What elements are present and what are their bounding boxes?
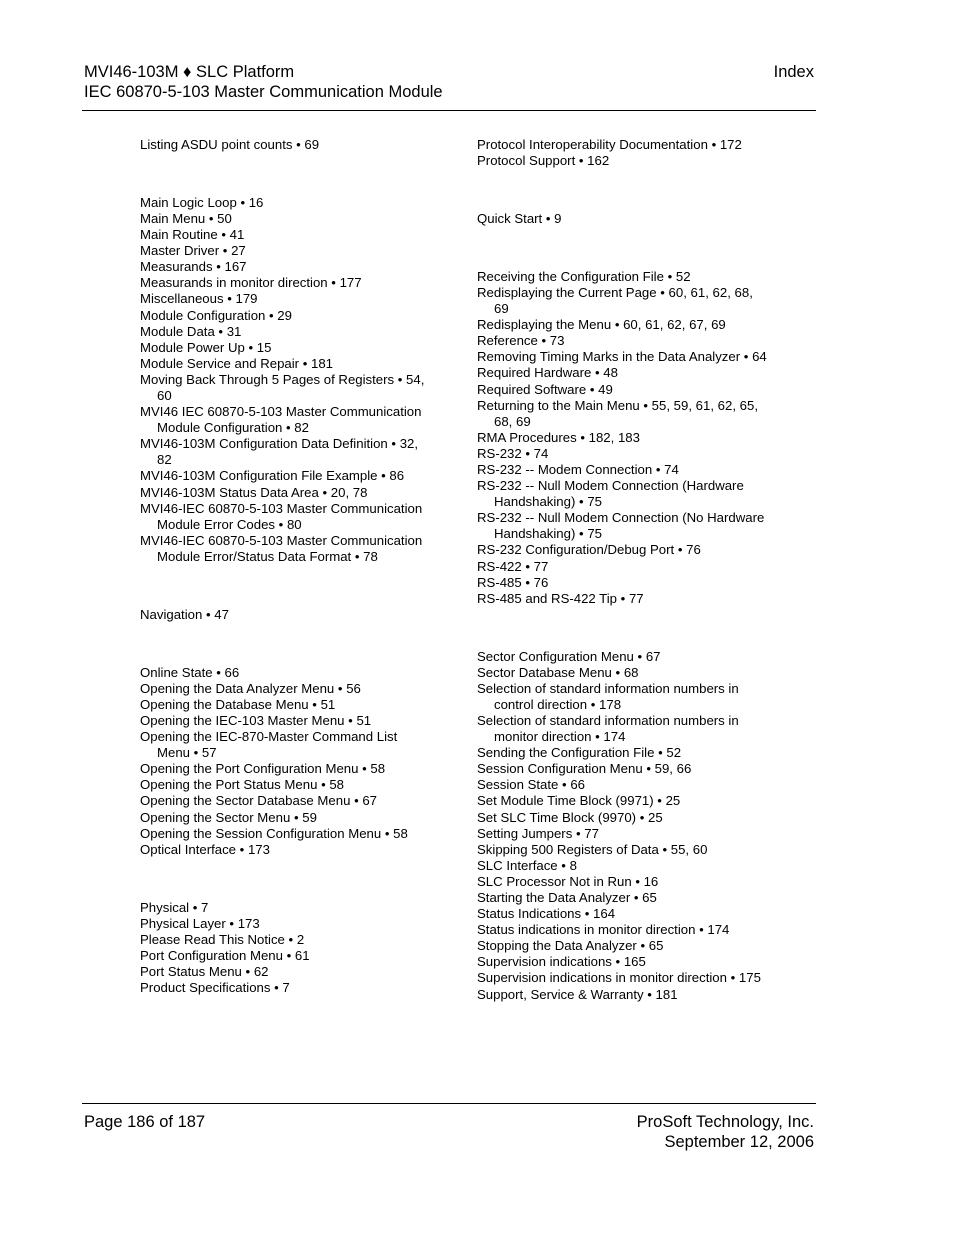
- index-entry: Opening the IEC-870-Master Command List Menu • 57: [140, 729, 398, 761]
- index-entry: Module Configuration • 29: [140, 307, 292, 323]
- index-entry: Supervision indications in monitor direction • 175: [477, 970, 761, 986]
- index-entry: RS-232 -- Null Modem Connection (Hardware Handshaking) • 75: [477, 478, 744, 510]
- index-entry: Opening the Port Configuration Menu • 58: [140, 761, 386, 777]
- index-entry: RS-485 and RS-422 Tip • 77: [477, 590, 644, 606]
- index-entry: RS-232 Configuration/Debug Port • 76: [477, 542, 701, 558]
- index-entry: Setting Jumpers • 77: [477, 825, 599, 841]
- index-entry: Status indications in monitor direction • 174: [477, 922, 730, 938]
- header-section: Index: [773, 63, 814, 81]
- index-entry: MVI46 IEC 60870-5-103 Master Communication Module Configuration • 82: [140, 404, 422, 436]
- index-entry: Opening the Database Menu • 51: [140, 696, 336, 712]
- index-entry: Opening the IEC-103 Master Menu • 51: [140, 712, 372, 728]
- index-gap: [477, 248, 767, 269]
- index-entry: Opening the Data Analyzer Menu • 56: [140, 680, 361, 696]
- index-entry: Protocol Interoperability Documentation • 172: [477, 137, 742, 152]
- index-gap: [140, 565, 430, 586]
- index-entry: Starting the Data Analyzer • 65: [477, 890, 657, 905]
- index-gap: [140, 623, 430, 644]
- index-entry: Opening the Sector Menu • 59: [140, 809, 317, 825]
- index-entry: Please Read This Notice • 2: [140, 931, 305, 947]
- index-entry: SLC Processor Not in Run • 16: [477, 873, 659, 889]
- index-entry: Protocol Support • 162: [477, 153, 610, 169]
- index-entry: Redisplaying the Menu • 60, 61, 62, 67, 69: [477, 317, 726, 333]
- index-entry: Required Software • 49: [477, 381, 613, 397]
- index-entry: Removing Timing Marks in the Data Analyzer • 64: [477, 349, 767, 365]
- footer-company: ProSoft Technology, Inc.: [636, 1113, 814, 1131]
- index-entry: Miscellaneous • 179: [140, 291, 258, 307]
- index-gap: [477, 607, 767, 628]
- header-title-block: [84, 62, 443, 102]
- index-entry: Physical • 7: [140, 899, 209, 915]
- index-gap: [140, 153, 430, 174]
- footer-date: September 12, 2006: [664, 1133, 814, 1151]
- index-entry: Stopping the Data Analyzer • 65: [477, 938, 664, 954]
- index-entry: Session Configuration Menu • 59, 66: [477, 761, 692, 777]
- index-entry: MVI46-IEC 60870-5-103 Master Communication Module Error/Status Data Format • 78: [140, 532, 423, 564]
- index-entry: Main Routine • 41: [140, 227, 245, 243]
- footer-divider: [82, 1103, 816, 1104]
- index-entry: Quick Start • 9: [477, 210, 562, 226]
- index-entry: Online State • 66: [140, 664, 240, 680]
- index-entry: Skipping 500 Registers of Data • 55, 60: [477, 841, 708, 857]
- header-product-line: MVI46-103M ♦ SLC Platform: [84, 63, 295, 81]
- index-gap: [140, 586, 430, 607]
- index-entry: Physical Layer • 173: [140, 915, 260, 931]
- index-entry: Opening the Sector Database Menu • 67: [140, 793, 378, 809]
- index-entry: RS-485 • 76: [477, 574, 549, 590]
- index-gap: [477, 227, 767, 248]
- index-gap: [140, 644, 430, 665]
- index-entry: Set SLC Time Block (9970) • 25: [477, 809, 663, 825]
- index-entry: Product Specifications • 7: [140, 980, 290, 996]
- index-entry: Port Configuration Menu • 61: [140, 947, 310, 963]
- index-entry: Set Module Time Block (9971) • 25: [477, 793, 681, 809]
- index-entry: Navigation • 47: [140, 606, 229, 622]
- index-entry: Sector Database Menu • 68: [477, 664, 639, 680]
- index-gap: [140, 858, 430, 879]
- index-entry: SLC Interface • 8: [477, 857, 577, 873]
- index-entry: Port Status Menu • 62: [140, 963, 269, 979]
- index-entry: Measurands • 167: [140, 259, 247, 275]
- index-gap: [140, 174, 430, 195]
- index-entry: MVI46-103M Configuration File Example • 86: [140, 468, 405, 484]
- index-entry: Opening the Session Configuration Menu • 58: [140, 825, 408, 841]
- index-entry: Receiving the Configuration File • 52: [477, 268, 691, 284]
- index-entry: Main Menu • 50: [140, 210, 232, 226]
- index-entry: Session State • 66: [477, 777, 585, 793]
- index-entry: Supervision indications • 165: [477, 954, 646, 970]
- index-entry: Optical Interface • 173: [140, 841, 270, 857]
- footer-page-number: Page 186 of 187: [84, 1113, 206, 1131]
- index-gap: [477, 169, 767, 190]
- index-gap: [477, 190, 767, 211]
- index-entry: Module Service and Repair • 181: [140, 355, 334, 371]
- index-entry: MVI46-103M Configuration Data Definition • 32, 82: [140, 436, 419, 468]
- index-entry: Returning to the Main Menu • 55, 59, 61, 62, 65, 68, 69: [477, 397, 759, 429]
- index-entry: RS-422 • 77: [477, 558, 549, 574]
- index-entry: Selection of standard information numbers in control direction • 178: [477, 680, 739, 712]
- index-entry: Master Driver • 27: [140, 243, 246, 259]
- index-column-left: [140, 137, 430, 996]
- index-entry: Module Power Up • 15: [140, 339, 272, 355]
- index-entry: Required Hardware • 48: [477, 365, 618, 381]
- index-entry: Main Logic Loop • 16: [140, 194, 264, 210]
- index-entry: Moving Back Through 5 Pages of Registers • 54, 60: [140, 371, 425, 403]
- header-divider: [82, 110, 816, 111]
- footer-info: [637, 1112, 814, 1152]
- index-entry: Sector Configuration Menu • 67: [477, 648, 661, 664]
- index-entry: Selection of standard information numbers in monitor direction • 174: [477, 712, 739, 745]
- index-entry: RS-232 -- Null Modem Connection (No Hardware Handshaking) • 75: [477, 510, 765, 542]
- header-module-line: IEC 60870-5-103 Master Communication Module: [84, 83, 443, 101]
- index-entry: Listing ASDU point counts • 69: [140, 137, 320, 152]
- index-entry: Sending the Configuration File • 52: [477, 745, 682, 761]
- index-gap: [477, 628, 767, 649]
- index-entry: Support, Service & Warranty • 181: [477, 986, 678, 1002]
- index-entry: Status Indications • 164: [477, 906, 616, 922]
- index-gap: [140, 879, 430, 900]
- index-entry: Reference • 73: [477, 333, 565, 349]
- index-entry: RS-232 • 74: [477, 445, 549, 461]
- index-entry: Measurands in monitor direction • 177: [140, 275, 362, 291]
- index-entry: Opening the Port Status Menu • 58: [140, 777, 345, 793]
- index-entry: Module Data • 31: [140, 323, 242, 339]
- index-entry: RS-232 -- Modem Connection • 74: [477, 461, 679, 477]
- index-entry: RMA Procedures • 182, 183: [477, 429, 640, 445]
- index-entry: Redisplaying the Current Page • 60, 61, 62, 68, 69: [477, 284, 753, 317]
- index-entry: MVI46-103M Status Data Area • 20, 78: [140, 484, 368, 500]
- index-entry: MVI46-IEC 60870-5-103 Master Communication Module Error Codes • 80: [140, 500, 423, 532]
- index-column-right: [477, 137, 767, 1003]
